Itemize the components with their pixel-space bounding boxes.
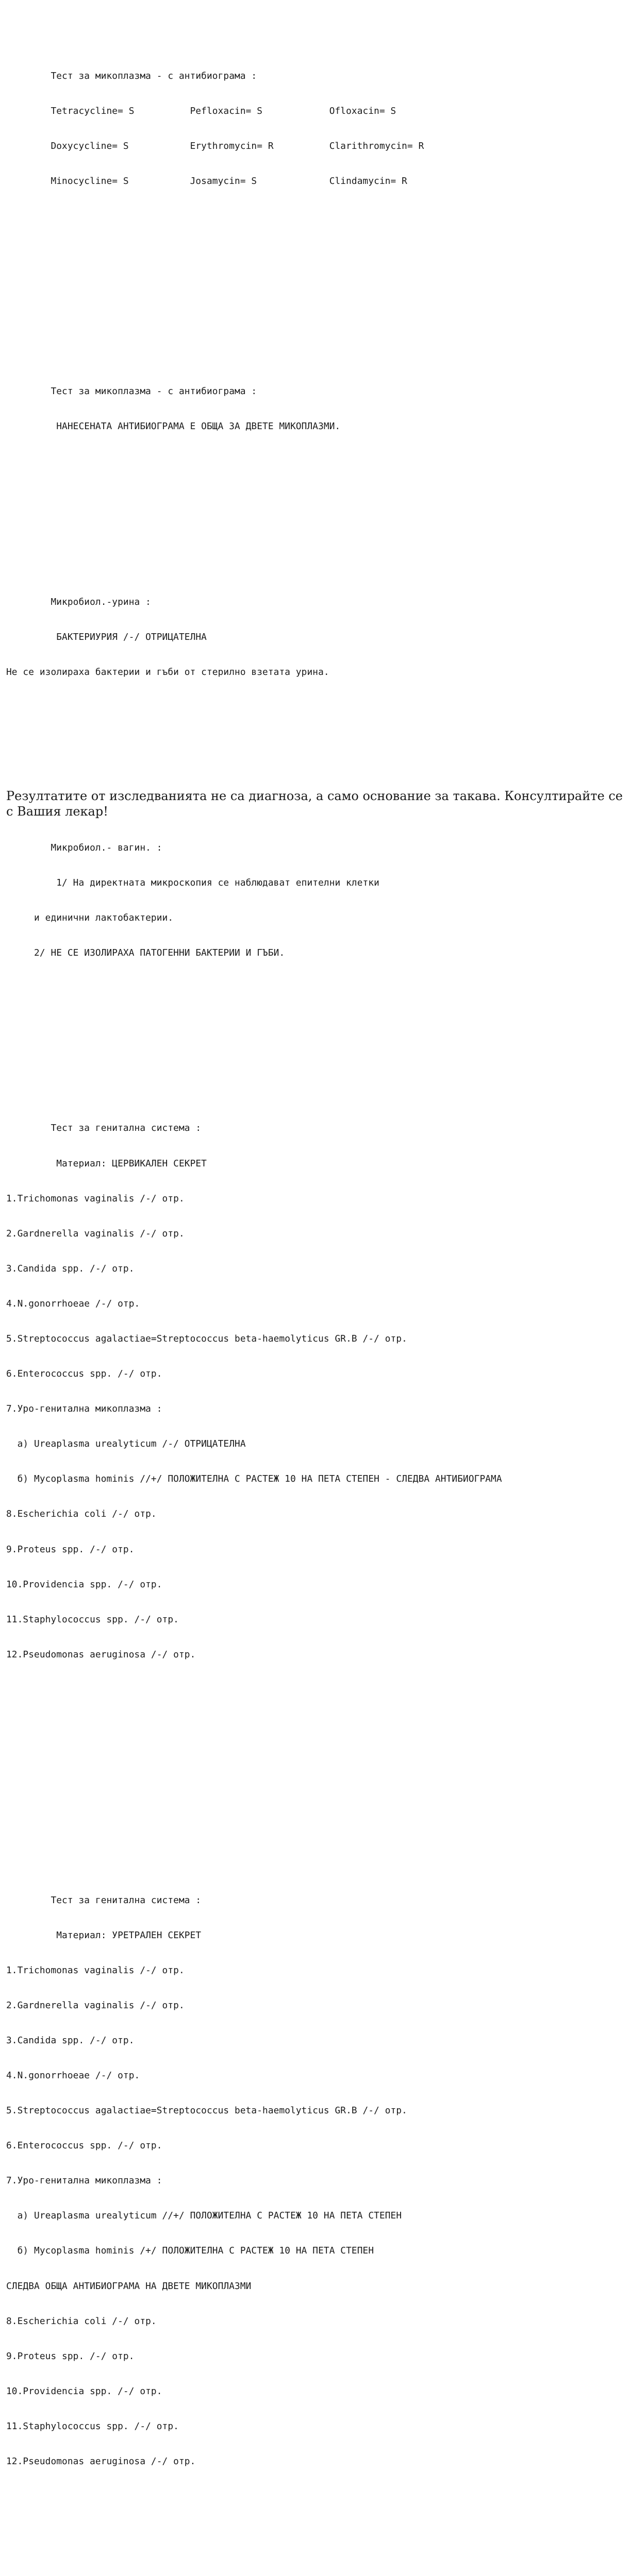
list-item: 6.Enterococcus spp. /-/ отр. bbox=[6, 1368, 162, 1380]
list-subitem: б) Mycoplasma hominis /+/ ПОЛОЖИТЕЛНА С РАСТЕЖ 10 НА ПЕТА СТЕПЕН bbox=[6, 2245, 374, 2257]
section-heading: Микробиол.-урина : bbox=[6, 596, 151, 607]
list-item: 11.Staphylococcus spp. /-/ отр. bbox=[6, 1614, 179, 1625]
list-item: 9.Proteus spp. /-/ отр. bbox=[6, 2350, 135, 2362]
section-heading: Тест за генитална система : bbox=[6, 1123, 202, 1134]
list-item: 10.Providencia spp. /-/ отр. bbox=[6, 2385, 162, 2397]
spacer bbox=[6, 725, 625, 737]
section-heading: Тест за микоплазма - с антибиограма : bbox=[6, 386, 257, 397]
antibiogram-row: Minocycline= S Josamycin= S Clindamycin= R bbox=[6, 175, 407, 187]
section-genital-test-urethral bbox=[6, 1871, 625, 2491]
list-item: 4.N.gonorrhoeae /-/ отр. bbox=[6, 1298, 140, 1309]
list-subitem: б) Mycoplasma hominis //+/ ПОЛОЖИТЕЛНА С РАСТЕЖ 10 НА ПЕТА СТЕПЕН - СЛЕДВА АНТИБИОГРАМА bbox=[6, 1473, 502, 1485]
section-heading: Тест за микоплазма - с антибиограма : bbox=[6, 70, 257, 81]
spacer bbox=[6, 2515, 625, 2527]
result-line: Не се изолираха бактерии и гъби от стерилно взетата урина. bbox=[6, 667, 329, 678]
spacer bbox=[6, 1707, 625, 1719]
antibiogram-row: Tetracycline= S Pefloxacin= S Ofloxacin= S bbox=[6, 105, 396, 116]
spacer bbox=[6, 1006, 625, 1018]
section-heading: Тест за генитална система : bbox=[6, 1894, 202, 1906]
list-item: 6.Enterococcus spp. /-/ отр. bbox=[6, 2140, 162, 2151]
spacer bbox=[6, 304, 625, 316]
spacer bbox=[6, 2550, 625, 2562]
list-subitem: а) Ureaplasma urealyticum //+/ ПОЛОЖИТЕЛНА С РАСТЕЖ 10 НА ПЕТА СТЕПЕН bbox=[6, 2210, 402, 2222]
material-line: Материал: УРЕТРАЛЕН СЕКРЕТ bbox=[6, 1929, 202, 1941]
list-item: 9.Proteus spp. /-/ отр. bbox=[6, 1544, 135, 1555]
result-note: СЛЕДВА ОБЩА АНТИБИОГРАМА НА ДВЕТЕ МИКОПЛАЗМИ bbox=[6, 2280, 252, 2292]
section-heading: Микробиол.- вагин. : bbox=[6, 842, 162, 853]
list-item: 10.Providencia spp. /-/ отр. bbox=[6, 1579, 162, 1590]
spacer bbox=[6, 234, 625, 246]
section-vaginal-microbiology bbox=[6, 819, 625, 982]
list-item: 4.N.gonorrhoeae /-/ отр. bbox=[6, 2070, 140, 2081]
spacer bbox=[6, 515, 625, 527]
list-item: 1.Trichomonas vaginalis /-/ отр. bbox=[6, 1193, 185, 1204]
list-item: 5.Streptococcus agalactiae=Streptococcus beta-haemolyticus GR.B /-/ отр. bbox=[6, 2105, 407, 2116]
result-line: 2/ НЕ СЕ ИЗОЛИРАХА ПАТОГЕННИ БАКТЕРИИ И ГЪБИ. bbox=[6, 947, 285, 958]
list-item: 2.Gardnerella vaginalis /-/ отр. bbox=[6, 1999, 185, 2011]
section-mycoplasma-antibiogram bbox=[6, 47, 625, 211]
spacer bbox=[6, 1813, 625, 1825]
list-item: 12.Pseudomonas aeruginosa /-/ отр. bbox=[6, 2456, 196, 2467]
antibiogram-row: Doxycycline= S Erythromycin= R Clarithromycin= R bbox=[6, 140, 424, 151]
list-item: 7.Уро-генитална микоплазма : bbox=[6, 2175, 162, 2187]
section-mycoplasma-antibiogram-note bbox=[6, 363, 625, 456]
list-item: 1.Trichomonas vaginalis /-/ отр. bbox=[6, 1964, 185, 1976]
material-line: Материал: ЦЕРВИКАЛЕН СЕКРЕТ bbox=[6, 1158, 207, 1169]
result-line: БАКТЕРИУРИЯ /-/ ОТРИЦАТЕЛНА bbox=[6, 632, 207, 643]
result-line: и единични лактобактерии. bbox=[6, 912, 174, 923]
spacer bbox=[6, 269, 625, 281]
list-item: 12.Pseudomonas aeruginosa /-/ отр. bbox=[6, 1649, 196, 1660]
list-item: 8.Escherichia coli /-/ отр. bbox=[6, 2315, 157, 2327]
result-line: 1/ На директната микроскопия се наблюдават епителни клетки bbox=[6, 877, 379, 888]
list-item: 2.Gardnerella vaginalis /-/ отр. bbox=[6, 1228, 185, 1239]
result-line: НАНЕСЕНАТА АНТИБИОГРАМА Е ОБЩА ЗА ДВЕТЕ МИКОПЛАЗМИ. bbox=[6, 421, 341, 432]
disclaimer-text: Резултатите от изследванията не са диагноза, а само основание за такава. Консултирайте се с Вашия лекар! bbox=[6, 789, 623, 819]
spacer bbox=[6, 480, 625, 492]
lab-results-report bbox=[6, 12, 625, 2576]
spacer bbox=[6, 760, 625, 772]
section-genital-test-cervical bbox=[6, 1099, 625, 1684]
section-urine-microbiology bbox=[6, 573, 625, 702]
spacer bbox=[6, 1041, 625, 1053]
list-item: 11.Staphylococcus spp. /-/ отр. bbox=[6, 2420, 179, 2432]
list-item: 7.Уро-генитална микоплазма : bbox=[6, 1403, 162, 1415]
list-item: 5.Streptococcus agalactiae=Streptococcus beta-haemolyticus GR.B /-/ отр. bbox=[6, 1333, 407, 1345]
list-item: 8.Escherichia coli /-/ отр. bbox=[6, 1509, 157, 1520]
list-item: 3.Candida spp. /-/ отр. bbox=[6, 1263, 135, 1274]
list-subitem: а) Ureaplasma urealyticum /-/ ОТРИЦАТЕЛНА bbox=[6, 1438, 246, 1450]
spacer bbox=[6, 1778, 625, 1790]
spacer bbox=[6, 1742, 625, 1754]
list-item: 3.Candida spp. /-/ отр. bbox=[6, 2035, 135, 2046]
